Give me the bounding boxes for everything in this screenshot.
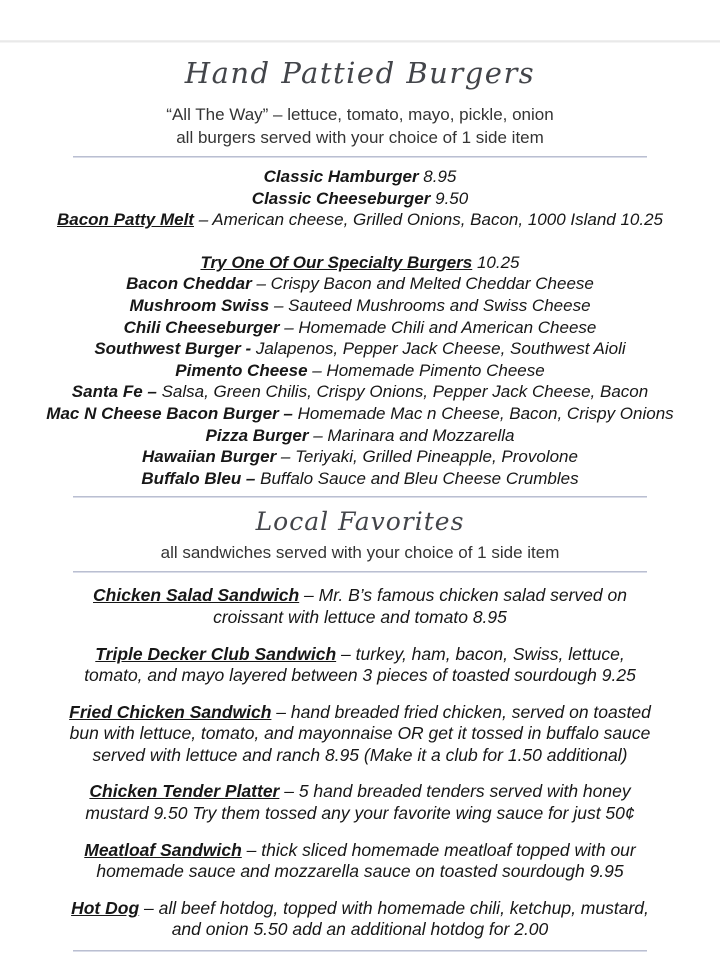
menu-item-paragraph	[66, 585, 654, 628]
menu-item-line	[0, 295, 720, 317]
menu-item-name: Bacon Cheddar	[126, 274, 252, 294]
divider	[73, 496, 647, 498]
menu-item-name: Chili Cheeseburger	[123, 317, 280, 337]
burgers-subtitle-line1: “All The Way” – lettuce, tomato, mayo, pickle, onion	[166, 105, 554, 124]
menu-item-name: Pimento Cheese	[175, 360, 308, 380]
menu-item-paragraph	[66, 781, 654, 824]
divider	[73, 156, 647, 158]
menu-item-name: Buffalo Bleu –	[141, 468, 256, 488]
divider	[73, 571, 647, 573]
menu-item-line	[0, 188, 720, 210]
menu-item-description: – hand breaded fried chicken, served on toasted bun with lettuce, tomato, and mayonnaise OR get it tossed in buffalo sauce served with lettuce and ranch 8.95 (Make it a club for 1.50 additional)	[69, 701, 651, 765]
menu-item-paragraph	[66, 644, 654, 687]
page-top-edge-shadow	[0, 40, 720, 43]
menu-item-paragraph	[66, 702, 654, 767]
specialty-burger-items-list	[0, 273, 720, 489]
menu-item-description: – American cheese, Grilled Onions, Bacon, 1000 Island 10.25	[193, 210, 664, 230]
burgers-subtitle-line2: all burgers served with your choice of 1 side item	[176, 128, 544, 147]
divider	[73, 950, 647, 952]
menu-item-line	[0, 317, 720, 339]
menu-item-line	[0, 403, 720, 425]
menu-item-paragraph	[66, 840, 654, 883]
menu-item-name: Meatloaf Sandwich	[84, 839, 242, 860]
menu-item-name: Bacon Patty Melt	[56, 210, 194, 230]
menu-item-name: Classic Cheeseburger	[251, 188, 431, 208]
menu-item-name: Chicken Salad Sandwich	[93, 585, 300, 606]
menu-item-name: Pizza Burger	[205, 425, 309, 445]
menu-item-name: Hot Dog	[71, 897, 140, 918]
menu-item-line	[0, 209, 720, 231]
menu-item-description: 8.95	[418, 167, 457, 186]
menu-item-name: Mushroom Swiss	[129, 295, 270, 315]
menu-item-description: – Teriyaki, Grilled Pineapple, Provolone	[276, 447, 578, 467]
menu-item-line	[0, 360, 720, 382]
specialty-burgers-header	[0, 252, 720, 274]
menu-item-description: – 5 hand breaded tenders served with honey mustard 9.50 Try them tossed any your favorite wing sauce for just 50¢	[85, 781, 635, 824]
menu-item-paragraph	[66, 898, 654, 941]
menu-item-line	[0, 446, 720, 468]
menu-item-name: Hawaiian Burger	[142, 447, 277, 467]
menu-item-description: 9.50	[430, 188, 469, 208]
menu-item-description: – Homemade Chili and American Cheese	[279, 317, 597, 337]
burger-items-list	[0, 166, 720, 231]
sandwich-items-list	[0, 585, 720, 941]
menu-item-description: Homemade Mac n Cheese, Bacon, Crispy Onions	[292, 403, 674, 423]
menu-item-description: – turkey, ham, bacon, Swiss, lettuce, tomato, and mayo layered between 3 pieces of toasted sourdough 9.25	[84, 643, 636, 686]
menu-item-description: – all beef hotdog, topped with homemade chili, ketchup, mustard, and onion 5.50 add an additional hotdog for 2.00	[139, 897, 649, 940]
specialty-header-price: 10.25	[472, 252, 520, 272]
menu-item-description: – Sauteed Mushrooms and Swiss Cheese	[269, 295, 591, 315]
section-title-hand-pattied-burgers: Hand Pattied Burgers	[184, 56, 536, 90]
menu-item-description: – Marinara and Mozzarella	[308, 425, 515, 445]
menu-item-name: Southwest Burger -	[94, 339, 252, 359]
menu-item-name: Triple Decker Club Sandwich	[95, 643, 337, 664]
menu-item-name: Fried Chicken Sandwich	[69, 701, 272, 722]
menu-item-line	[0, 468, 720, 490]
menu-item-name: Santa Fe –	[71, 382, 157, 402]
menu-item-name: Classic Hamburger	[263, 167, 419, 186]
specialty-header-title: Try One Of Our Specialty Burgers	[200, 252, 473, 272]
menu-item-line	[0, 338, 720, 360]
menu-item-description: – Mr. B’s famous chicken salad served on croissant with lettuce and tomato 8.95	[213, 585, 627, 627]
menu-item-description: – thick sliced homemade meatloaf topped with our homemade sauce and mozzarella sauce on toasted sourdough 9.95	[96, 839, 636, 882]
menu-item-line	[0, 425, 720, 447]
menu-item-line	[0, 166, 720, 188]
section-title-local-favorites: Local Favorites	[255, 507, 465, 537]
menu-item-description: – Homemade Pimento Cheese	[307, 360, 545, 380]
local-favorites-subtitle: all sandwiches served with your choice of 1 side item	[160, 543, 560, 563]
menu-item-line	[0, 273, 720, 295]
menu-item-description: Buffalo Sauce and Bleu Cheese Crumbles	[255, 468, 579, 488]
menu-item-name: Mac N Cheese Bacon Burger –	[46, 403, 293, 423]
menu-item-line	[0, 381, 720, 403]
menu-item-description: Jalapenos, Pepper Jack Cheese, Southwest Aioli	[251, 339, 626, 359]
menu-item-description: Salsa, Green Chilis, Crispy Onions, Pepper Jack Cheese, Bacon	[156, 382, 649, 402]
menu-item-description: – Crispy Bacon and Melted Cheddar Cheese	[251, 274, 594, 294]
menu-item-name: Chicken Tender Platter	[89, 781, 280, 802]
